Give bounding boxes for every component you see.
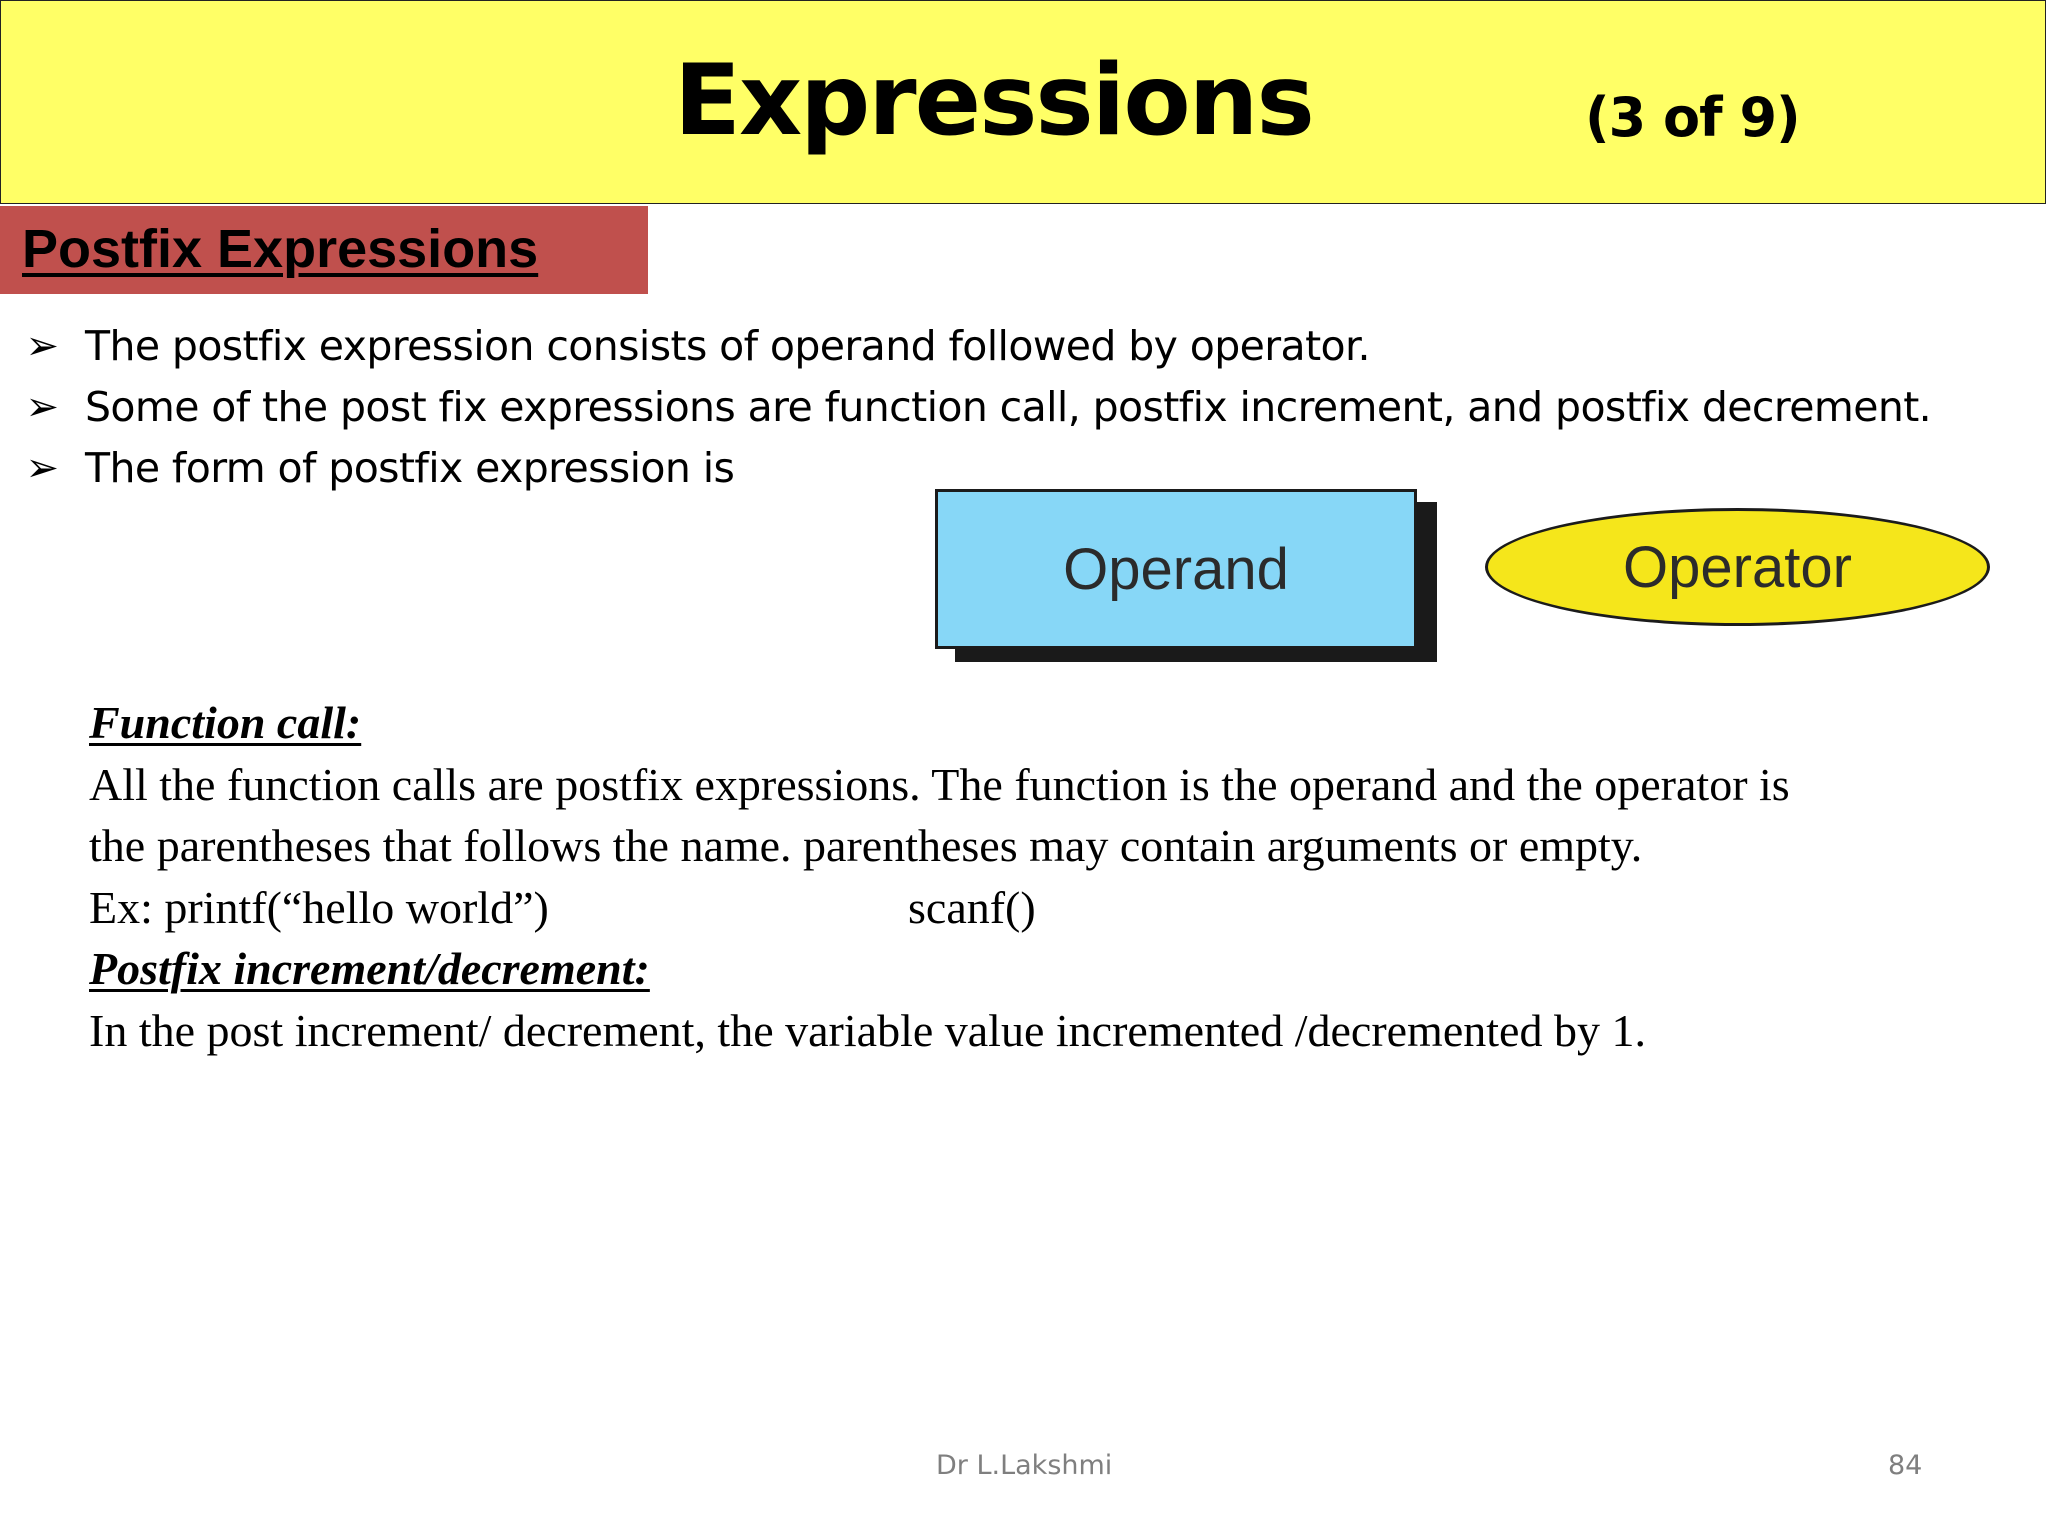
function-call-line [89, 692, 2019, 754]
slide-counter: (3 of 9) [1585, 86, 1800, 149]
slide-title: Expressions [674, 44, 1313, 158]
example-printf: Ex: printf(“hello world”) [89, 881, 549, 933]
operand-box [935, 489, 1417, 649]
title-bar [0, 0, 2046, 204]
body-text [89, 692, 2019, 1061]
bullet-list [0, 316, 2048, 499]
example-scanf: scanf() [908, 881, 1036, 933]
bullet-item [0, 316, 2048, 377]
bullet-text: The form of postfix expression is [85, 444, 735, 492]
function-call-text-line: All the function calls are postfix expressions. The function is the operand and the operator is [89, 758, 1790, 810]
arrow-bullet-icon: ➢ [25, 323, 59, 369]
bullet-text: The postfix expression consists of operand followed by operator. [85, 322, 1370, 370]
section-heading: Postfix Expressions [22, 219, 539, 279]
function-call-heading: Function call: [89, 697, 362, 748]
postfix-inc-dec-line [89, 938, 2019, 1000]
operand-label: Operand [1063, 536, 1289, 602]
footer-author: Dr L.Lakshmi [936, 1450, 1113, 1481]
bullet-text: Some of the post fix expressions are function call, postfix increment, and postfix decrement. [85, 383, 1932, 431]
postfix-form-diagram [935, 484, 1995, 664]
footer-page-number: 84 [1888, 1450, 1923, 1481]
example-line [89, 877, 2019, 939]
bullet-item [0, 377, 2048, 438]
operator-label: Operator [1623, 534, 1852, 600]
arrow-bullet-icon: ➢ [25, 445, 59, 491]
postfix-inc-dec-heading: Postfix increment/decrement: [89, 943, 650, 994]
section-band [0, 206, 648, 294]
arrow-bullet-icon: ➢ [25, 384, 59, 430]
operator-ellipse [1485, 508, 1990, 626]
postfix-inc-dec-text: In the post increment/ decrement, the variable value incremented /decremented by 1. [89, 1004, 1646, 1056]
function-call-text-line: the parentheses that follows the name. parentheses may contain arguments or empty. [89, 820, 1643, 871]
